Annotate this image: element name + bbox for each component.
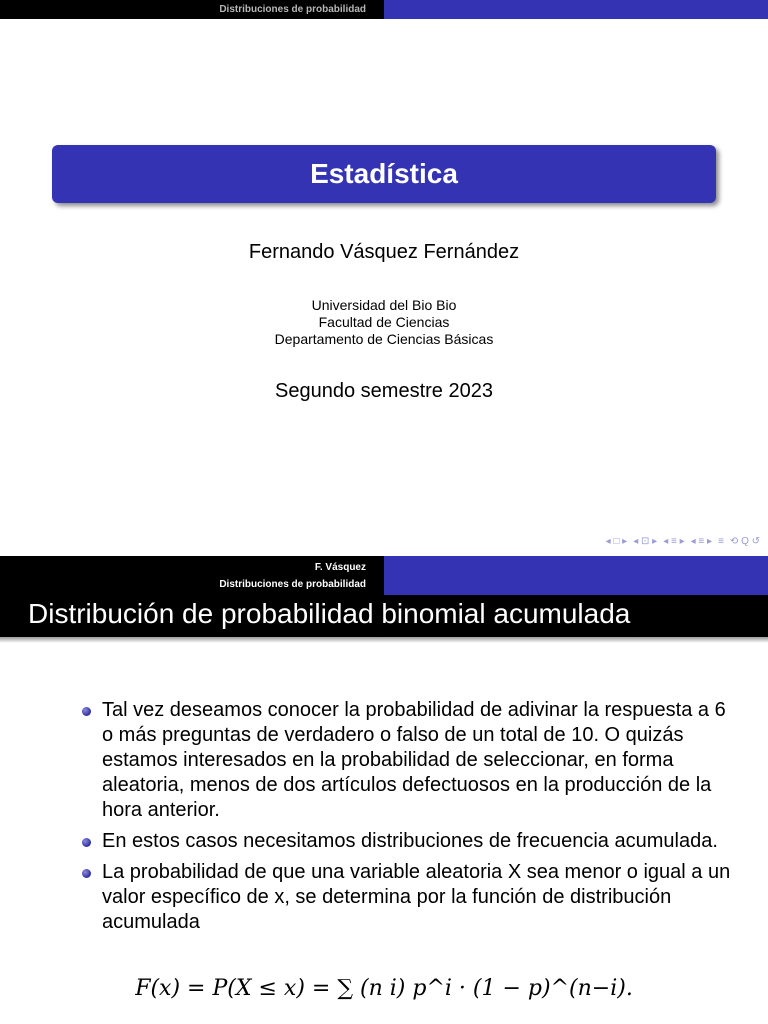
- content-slide: [0, 556, 768, 1024]
- formula-text: F(x) = P(X ≤ x) = ∑ (n i) p^i · (1 − p)^(n−i).: [135, 976, 633, 1001]
- presentation-date: Segundo semestre 2023: [275, 380, 493, 402]
- institution-line: Facultad de Ciencias: [318, 314, 450, 330]
- header-section-title: Distribuciones de probabilidad: [219, 579, 366, 590]
- nav-slide-icon[interactable]: ◂ □ ▸: [605, 536, 628, 547]
- author-name: Fernando Vásquez Fernández: [248, 241, 520, 263]
- institution-line: Departamento de Ciencias Básicas: [274, 331, 494, 347]
- headline-left: [0, 556, 384, 595]
- bullet-icon: [82, 869, 91, 878]
- bullet-icon: [82, 707, 91, 716]
- header-blue-block: [384, 0, 768, 19]
- nav-toc-icon[interactable]: ≡: [718, 536, 724, 547]
- header-author: F. Vásquez: [314, 562, 366, 573]
- frame-title-shadow: [0, 637, 768, 643]
- headline-bar: [0, 0, 768, 19]
- nav-section-icon[interactable]: ◂ ≡ ▸: [690, 536, 713, 547]
- frame-title: Distribución de probabilidad binomial acumulada: [0, 595, 768, 637]
- institution-line: Universidad del Bio Bio: [311, 297, 457, 313]
- header-blue-block: [384, 556, 768, 595]
- header-section-title: Distribuciones de probabilidad: [0, 0, 384, 19]
- cdf-formula: [0, 976, 768, 1001]
- list-item: [78, 860, 738, 935]
- navigation-symbols: [606, 536, 760, 547]
- presentation-title: Estadística: [310, 158, 458, 189]
- nav-subsection-icon[interactable]: ◂ ≡ ▸: [663, 536, 685, 547]
- list-item: [78, 698, 738, 823]
- title-box: [52, 145, 716, 203]
- bullet-text: La probabilidad de que una variable aleatoria X sea menor o igual a un valor específico de x, se determina por la función de distribución acumulada: [102, 861, 731, 933]
- bullet-icon: [82, 838, 91, 847]
- bullet-text: En estos casos necesitamos distribuciones de frecuencia acumulada.: [102, 830, 718, 852]
- bullet-list: [78, 698, 738, 941]
- bullet-text: Tal vez deseamos conocer la probabilidad de adivinar la respuesta a 6 o más preguntas de verdadero o falso de un total de 10. O quizás estamos interesados en la probabilidad de seleccionar, en forma aleatoria, menos de dos artículos defectuosos en la producción de la hora anterior.: [102, 699, 726, 821]
- list-item: [78, 829, 738, 854]
- nav-search-icon[interactable]: ⟲ Q ↺: [729, 536, 760, 547]
- nav-frame-icon[interactable]: ◂ ⊡ ▸: [633, 536, 658, 547]
- institution-block: [0, 297, 768, 348]
